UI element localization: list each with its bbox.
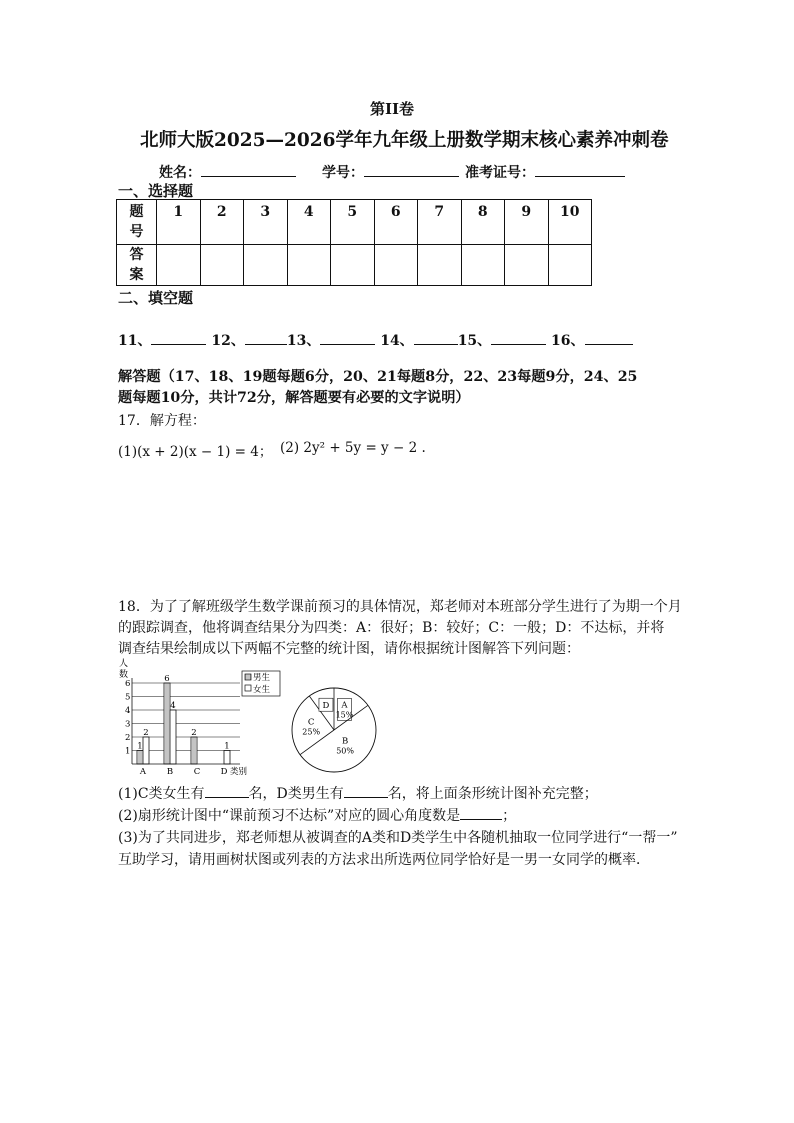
answer-cell[interactable] — [374, 245, 418, 286]
q18-line2: 的跟踪调查，他将调查结果分为四类：A：很好；B：较好；C：一般；D：不达标，并将 — [118, 620, 665, 636]
answer-cell[interactable] — [287, 245, 331, 286]
y-tick-label: 6 — [125, 679, 131, 689]
answer-cell[interactable] — [200, 245, 244, 286]
bar-legend — [242, 671, 280, 696]
y-tick-label: 2 — [125, 733, 131, 743]
bar-value-label: 1 — [224, 741, 230, 752]
legend-label-boys: 男生 — [253, 673, 271, 683]
student-id-blank[interactable] — [364, 162, 459, 177]
blank-label-15: 15、 — [457, 333, 492, 349]
legend-swatch-girls — [245, 685, 251, 691]
blank-label-12: 12、 — [211, 333, 245, 349]
bar-chart — [112, 656, 287, 778]
y-axis-label-char2: 数 — [119, 670, 129, 680]
blank-13[interactable] — [320, 330, 375, 345]
bar-boys — [191, 737, 197, 764]
row-header-answer: 答 案 — [117, 245, 157, 286]
bar-value-label: 2 — [191, 728, 197, 738]
answer-cell[interactable] — [418, 245, 462, 286]
row-header-number: 题 号 — [117, 200, 157, 245]
y-tick-label: 1 — [125, 746, 131, 757]
q18-blank-angle[interactable] — [460, 805, 502, 820]
q17-title: 17．解方程： — [118, 413, 206, 429]
q18-sub2-text-b: ； — [502, 808, 517, 824]
q18-sub1 — [118, 783, 598, 803]
y-tick-label: 4 — [125, 706, 131, 716]
y-axis-label-char1: 人 — [119, 659, 129, 669]
pie-slice-label: D — [322, 701, 330, 712]
x-axis-label: 类别 — [230, 767, 248, 777]
x-tick-label: B — [166, 767, 174, 777]
pie-slice-value: 25% — [302, 727, 321, 737]
blank-11[interactable] — [151, 330, 206, 345]
q18-sub3-line2: 互助学习，请用画树状图或列表的方法求出所选两位同学恰好是一男一女同学的概率． — [118, 852, 650, 868]
number-cell: 8 — [461, 200, 505, 245]
q17-part2: (2) 2y² + 5y = y − 2 . — [280, 440, 426, 456]
exam-number-field — [465, 162, 625, 182]
name-label: 姓名： — [159, 165, 201, 181]
q18-blank-d-boys[interactable] — [344, 783, 388, 798]
q18-sub2 — [118, 805, 516, 825]
q18-sub1-text-b: 名，D类男生有 — [248, 786, 344, 802]
blank-14[interactable] — [414, 330, 458, 345]
pie-slice-value: 50% — [336, 746, 354, 756]
bar-value-label: 4 — [170, 701, 176, 711]
number-cell: 5 — [331, 200, 375, 245]
student-id-label: 学号： — [322, 165, 364, 181]
answer-cell[interactable] — [157, 245, 201, 286]
x-tick-label: C — [193, 767, 201, 777]
q18-sub1-text-a: (1)C类女生有 — [118, 786, 205, 802]
exam-title: 北师大版2025—2026学年九年级上册数学期末核心素养冲刺卷 — [140, 130, 669, 151]
blank-15[interactable] — [491, 330, 546, 345]
answer-cell[interactable] — [244, 245, 288, 286]
student-id-field — [322, 162, 459, 182]
x-tick-label: D — [220, 767, 228, 777]
answer-cell[interactable] — [331, 245, 375, 286]
blank-12[interactable] — [245, 330, 287, 345]
pie-slice-label: B — [341, 736, 349, 747]
bar-value-label: 2 — [143, 728, 149, 738]
pie-slice-label: C — [307, 717, 315, 728]
name-blank[interactable] — [201, 162, 296, 177]
answer-cell[interactable] — [548, 245, 592, 286]
pie-slice-label: A — [341, 700, 348, 711]
blank-label-16: 16、 — [551, 333, 585, 349]
name-field — [159, 162, 296, 182]
blank-label-14: 14、 — [380, 333, 414, 349]
number-cell: 3 — [244, 200, 288, 245]
number-row — [117, 200, 592, 245]
blank-16[interactable] — [585, 330, 633, 345]
q18-line3: 调查结果绘制成以下两幅不完整的统计图，请你根据统计图解答下列问题： — [118, 641, 580, 657]
section3-heading-line2: 题每题10分，共计72分，解答题要有必要的文字说明） — [118, 390, 470, 406]
x-tick-label: A — [139, 767, 147, 777]
section1-heading: 一、选择题 — [118, 182, 194, 200]
section2-heading: 二、填空题 — [118, 289, 194, 307]
bar-girls — [170, 710, 176, 764]
bar-value-label: 6 — [164, 674, 170, 684]
volume-label: 第II卷 — [370, 100, 415, 118]
number-cell: 6 — [374, 200, 418, 245]
bar-girls — [224, 751, 230, 765]
y-tick-label: 3 — [125, 719, 131, 730]
number-cell: 7 — [418, 200, 462, 245]
number-cell: 1 — [157, 200, 201, 245]
y-tick-label: 5 — [125, 692, 131, 703]
bar-girls — [143, 737, 149, 764]
answer-cell[interactable] — [505, 245, 549, 286]
pie-chart — [288, 684, 380, 776]
q18-sub1-text-c: 名，将上面条形统计图补充完整； — [387, 786, 598, 802]
number-cell: 2 — [200, 200, 244, 245]
q18-sub2-text-a: (2)扇形统计图中“课前预习不达标”对应的圆心角度数是 — [118, 808, 461, 824]
bar-boys — [137, 751, 143, 765]
blank-label-13: 13、 — [286, 333, 321, 349]
number-cell: 10 — [548, 200, 592, 245]
q18-blank-c-girls[interactable] — [205, 783, 249, 798]
pie-slice-value: 15% — [335, 710, 354, 720]
exam-number-label: 准考证号： — [465, 165, 535, 181]
section3-heading-line1: 解答题（17、18、19题每题6分，20、21每题8分，22、23每题9分，24、25 — [118, 369, 638, 385]
q18-sub3-line1: (3)为了共同进步，郑老师想从被调查的A类和D类学生中各随机抽取一位同学进行“一帮一” — [118, 830, 678, 846]
q18-line1: 18．为了了解班级学生数学课前预习的具体情况，郑老师对本班部分学生进行了为期一个月 — [118, 599, 682, 615]
fill-blank-line — [118, 330, 633, 350]
answer-cell[interactable] — [461, 245, 505, 286]
legend-label-girls: 女生 — [253, 685, 271, 695]
number-cell: 9 — [505, 200, 549, 245]
answer-table — [116, 199, 592, 286]
bar-value-label: 1 — [137, 741, 143, 752]
exam-number-blank[interactable] — [535, 162, 625, 177]
q17-part1: (1)(x + 2)(x − 1) = 4； — [118, 444, 273, 460]
bar-boys — [164, 683, 170, 764]
blank-label-11: 11、 — [118, 333, 152, 349]
answer-row — [117, 245, 592, 286]
number-cell: 4 — [287, 200, 331, 245]
